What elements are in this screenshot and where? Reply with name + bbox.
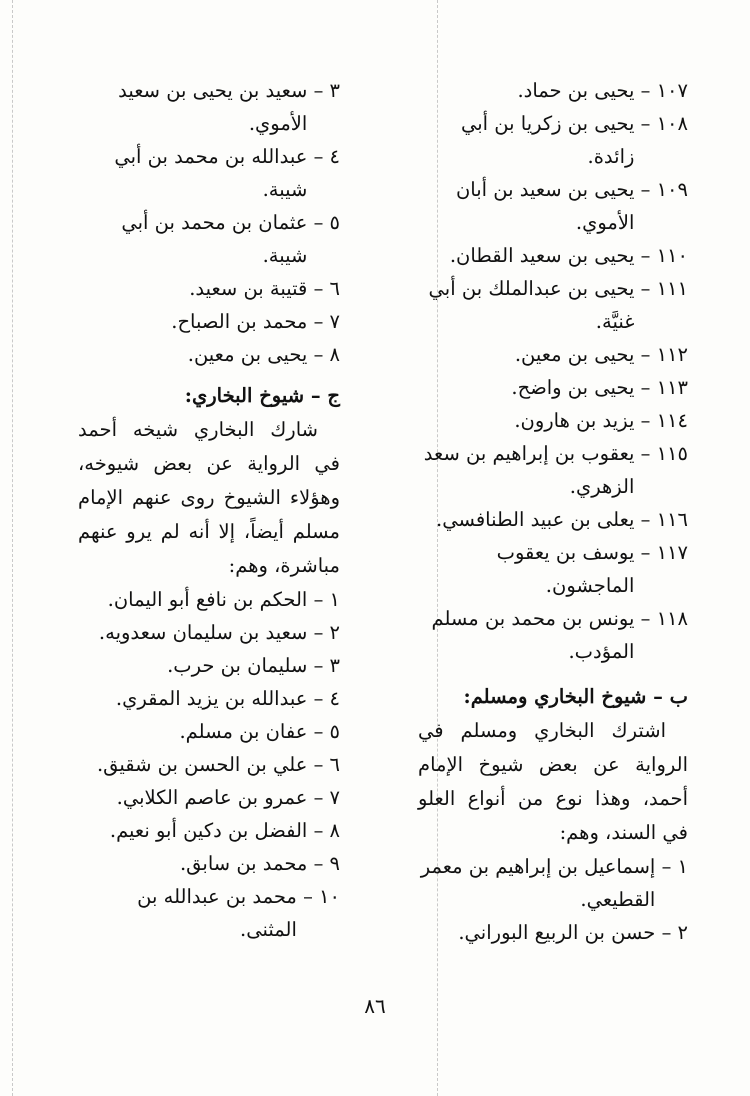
bukhari-list xyxy=(78,583,340,946)
item-number: ١١٤ – xyxy=(640,409,688,432)
item-number: ٤ – xyxy=(313,145,340,168)
list-item xyxy=(418,437,688,503)
item-text: سعيد بن يحيى بن سعيد الأموي. xyxy=(118,79,308,135)
item-number: ١٠ – xyxy=(303,885,340,908)
list-item xyxy=(78,715,340,748)
item-number: ٤ – xyxy=(313,687,340,710)
item-text: محمد بن عبدالله بن المثنى. xyxy=(137,885,297,941)
item-number: ١١٧ – xyxy=(640,541,688,564)
list-item xyxy=(418,916,688,949)
item-text: إسماعيل بن إبراهيم بن معمر القطيعي. xyxy=(420,855,656,911)
item-number: ٥ – xyxy=(313,720,340,743)
item-text: حسن بن الربيع البوراني. xyxy=(458,921,656,944)
item-number: ١ – xyxy=(313,588,340,611)
list-item xyxy=(418,503,688,536)
item-number: ٢ – xyxy=(661,921,688,944)
item-number: ١ – xyxy=(661,855,688,878)
list-item xyxy=(78,748,340,781)
left-names-list xyxy=(78,74,340,371)
item-text: محمد بن سابق. xyxy=(179,852,308,875)
item-number: ٣ – xyxy=(313,654,340,677)
section-paragraph-bukhari-muslim: اشترك البخاري ومسلم في الرواية عن بعض شيوخ الإمام أحمد، وهذا نوع من أنواع العلو في السند، وهم: xyxy=(418,719,688,844)
list-item xyxy=(78,847,340,880)
item-text: سليمان بن حرب. xyxy=(167,654,308,677)
item-text: عبدالله بن محمد بن أبي شيبة. xyxy=(114,145,308,201)
item-text: عبدالله بن يزيد المقري. xyxy=(115,687,308,710)
list-item xyxy=(78,814,340,847)
item-number: ١١٢ – xyxy=(640,343,688,366)
list-item xyxy=(78,305,340,338)
left-column xyxy=(78,74,340,946)
item-number: ٨ – xyxy=(313,343,340,366)
item-number: ٧ – xyxy=(313,310,340,333)
item-number: ١١١ – xyxy=(640,277,688,300)
item-number: ١٠٩ – xyxy=(640,178,688,201)
item-number: ١١٦ – xyxy=(640,508,688,531)
item-text: يحيى بن زكريا بن أبي زائدة. xyxy=(461,112,635,168)
list-item xyxy=(418,850,688,916)
item-text: الحكم بن نافع أبو اليمان. xyxy=(107,588,308,611)
item-text: عثمان بن محمد بن أبي شيبة. xyxy=(121,211,308,267)
item-number: ١١٠ – xyxy=(640,244,688,267)
item-text: يحيى بن معين. xyxy=(514,343,635,366)
item-number: ٥ – xyxy=(313,211,340,234)
list-item xyxy=(418,404,688,437)
list-item xyxy=(418,536,688,602)
right-names-list xyxy=(418,74,688,668)
list-item xyxy=(418,173,688,239)
section-heading-bukhari: ج – شيوخ البخاري: xyxy=(184,384,340,407)
list-item xyxy=(78,74,340,140)
scan-edge-left xyxy=(12,0,13,1096)
item-text: يعلى بن عبيد الطنافسي. xyxy=(436,508,635,531)
item-text: يحيى بن حماد. xyxy=(517,79,635,102)
item-number: ٧ – xyxy=(313,786,340,809)
item-text: عمرو بن عاصم الكلابي. xyxy=(116,786,308,809)
page-number: ٨٦ xyxy=(364,994,386,1018)
item-number: ١١٨ – xyxy=(640,607,688,630)
item-text: يحيى بن معين. xyxy=(187,343,308,366)
item-text: سعيد بن سليمان سعدويه. xyxy=(98,621,308,644)
item-text: قتيبة بن سعيد. xyxy=(189,277,308,300)
item-text: يونس بن محمد بن مسلم المؤدب. xyxy=(431,607,635,663)
list-item xyxy=(78,649,340,682)
item-number: ١١٥ – xyxy=(640,442,688,465)
right-column xyxy=(418,74,688,949)
item-text: يحيى بن عبدالملك بن أبي غنيَّة. xyxy=(428,277,635,333)
item-text: عفان بن مسلم. xyxy=(179,720,308,743)
section-heading-bukhari-muslim: ب – شيوخ البخاري ومسلم: xyxy=(463,685,688,708)
section-paragraph-bukhari: شارك البخاري شيخه أحمد في الرواية عن بعض شيوخه، وهؤلاء الشيوخ روى عنهم الإمام مسلم أيضاً، إلا أنه لم يرو عنهم مباشرة، وهم: xyxy=(78,418,340,577)
bukhari-muslim-list xyxy=(418,850,688,949)
item-number: ٦ – xyxy=(313,277,340,300)
item-number: ٢ – xyxy=(313,621,340,644)
list-item xyxy=(78,682,340,715)
list-item xyxy=(78,206,340,272)
item-text: الفضل بن دكين أبو نعيم. xyxy=(109,819,308,842)
item-text: يحيى بن سعيد بن أبان الأموي. xyxy=(455,178,635,234)
item-number: ١٠٨ – xyxy=(640,112,688,135)
list-item xyxy=(418,239,688,272)
item-text: يحيى بن واضح. xyxy=(511,376,635,399)
list-item xyxy=(78,880,340,946)
item-number: ١٠٧ – xyxy=(640,79,688,102)
item-text: محمد بن الصباح. xyxy=(171,310,308,333)
item-text: يعقوب بن إبراهيم بن سعد الزهري. xyxy=(423,442,635,498)
item-text: يوسف بن يعقوب الماجشون. xyxy=(496,541,635,597)
list-item xyxy=(418,272,688,338)
list-item xyxy=(78,272,340,305)
list-item xyxy=(78,338,340,371)
list-item xyxy=(418,74,688,107)
list-item xyxy=(418,338,688,371)
item-number: ٦ – xyxy=(313,753,340,776)
item-text: علي بن الحسن بن شقيق. xyxy=(96,753,308,776)
list-item xyxy=(418,371,688,404)
list-item xyxy=(78,781,340,814)
item-number: ٩ – xyxy=(313,852,340,875)
item-text: يحيى بن سعيد القطان. xyxy=(449,244,635,267)
list-item xyxy=(418,107,688,173)
list-item xyxy=(78,583,340,616)
list-item xyxy=(418,602,688,668)
list-item xyxy=(78,140,340,206)
item-text: يزيد بن هارون. xyxy=(514,409,635,432)
item-number: ٣ – xyxy=(313,79,340,102)
list-item xyxy=(78,616,340,649)
item-number: ١١٣ – xyxy=(640,376,688,399)
item-number: ٨ – xyxy=(313,819,340,842)
